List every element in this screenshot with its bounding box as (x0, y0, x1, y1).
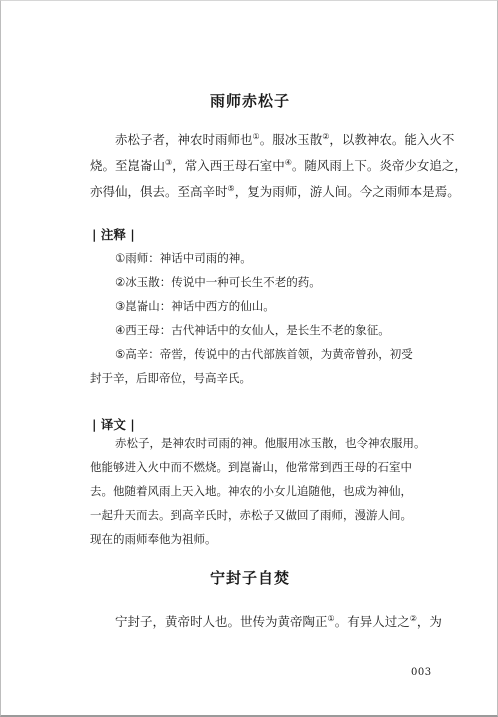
citation-mark: ② (409, 613, 417, 623)
original-line (90, 609, 442, 635)
notes-list (90, 246, 445, 390)
line-text: ，常入西王母石室中 (172, 158, 285, 173)
original-text (90, 127, 467, 205)
translation-line: 他能够进入火中而不燃烧。到崑崙山，他常常到西王母的石室中 (90, 460, 412, 474)
line-text: ，为 (416, 614, 442, 629)
line-text: 烧。至崑崙山 (90, 158, 166, 173)
original-text (90, 609, 442, 635)
citation-mark: ④ (284, 157, 292, 167)
translation-line: 去。他随着风雨上天入地。神农的小女儿追随他，也成为神仙， (90, 484, 412, 498)
citation-mark: ⑤ (227, 183, 235, 193)
line-text: 。有异人过之 (334, 614, 410, 629)
note-item: ④西王母：古代神话中的女仙人，是长生不老的象征。 (115, 323, 390, 337)
line-text: 宁封子，黄帝时人也。世传为黄帝陶正 (115, 614, 328, 629)
translation-line: 一起升天而去。到高辛氏时，赤松子又做回了雨师，漫游人间。 (90, 508, 412, 522)
citation-mark: ① (327, 613, 335, 623)
note-item: ③崑崙山：神话中西方的仙山。 (115, 299, 275, 313)
line-text: 。随风雨上下。炎帝少女追之， (291, 158, 467, 173)
citation-mark: ③ (165, 157, 173, 167)
translation-line: 现在的雨师奉他为祖师。 (90, 532, 217, 546)
line-text: 亦得仙，俱去。至高辛时 (90, 184, 228, 199)
original-line (90, 153, 467, 179)
line-text: ，以教神农。能入火不 (329, 132, 455, 147)
page-number: 003 (411, 667, 432, 678)
line-text: 赤松子者，神农时雨师也 (115, 132, 253, 147)
translation-text (90, 431, 426, 551)
citation-mark: ① (252, 131, 260, 141)
line-text: 。服冰玉散 (259, 132, 323, 147)
note-continuation: 封于辛，后即帝位，号高辛氏。 (90, 371, 251, 385)
original-line (90, 127, 455, 153)
translation-line: 赤松子，是神农时司雨的神。他服用冰玉散，也令神农服用。 (115, 436, 426, 450)
section-title: 宁封子自焚 (209, 569, 290, 587)
note-item: ⑤高辛：帝喾，传说中的古代部族首领，为黄帝曾孙，初受 (115, 347, 413, 361)
citation-mark: ② (322, 131, 330, 141)
note-item: ①雨师：神话中司雨的神。 (115, 251, 252, 265)
notes-heading: | 注释 | (92, 227, 135, 242)
translation-heading: | 译文 | (92, 417, 135, 432)
note-item: ②冰玉散：传说中一种可长生不老的药。 (115, 275, 321, 289)
section-title: 雨师赤松子 (209, 92, 290, 110)
line-text: ，复为雨师，游人间。今之雨师本是焉。 (234, 184, 460, 199)
original-line (90, 179, 460, 205)
